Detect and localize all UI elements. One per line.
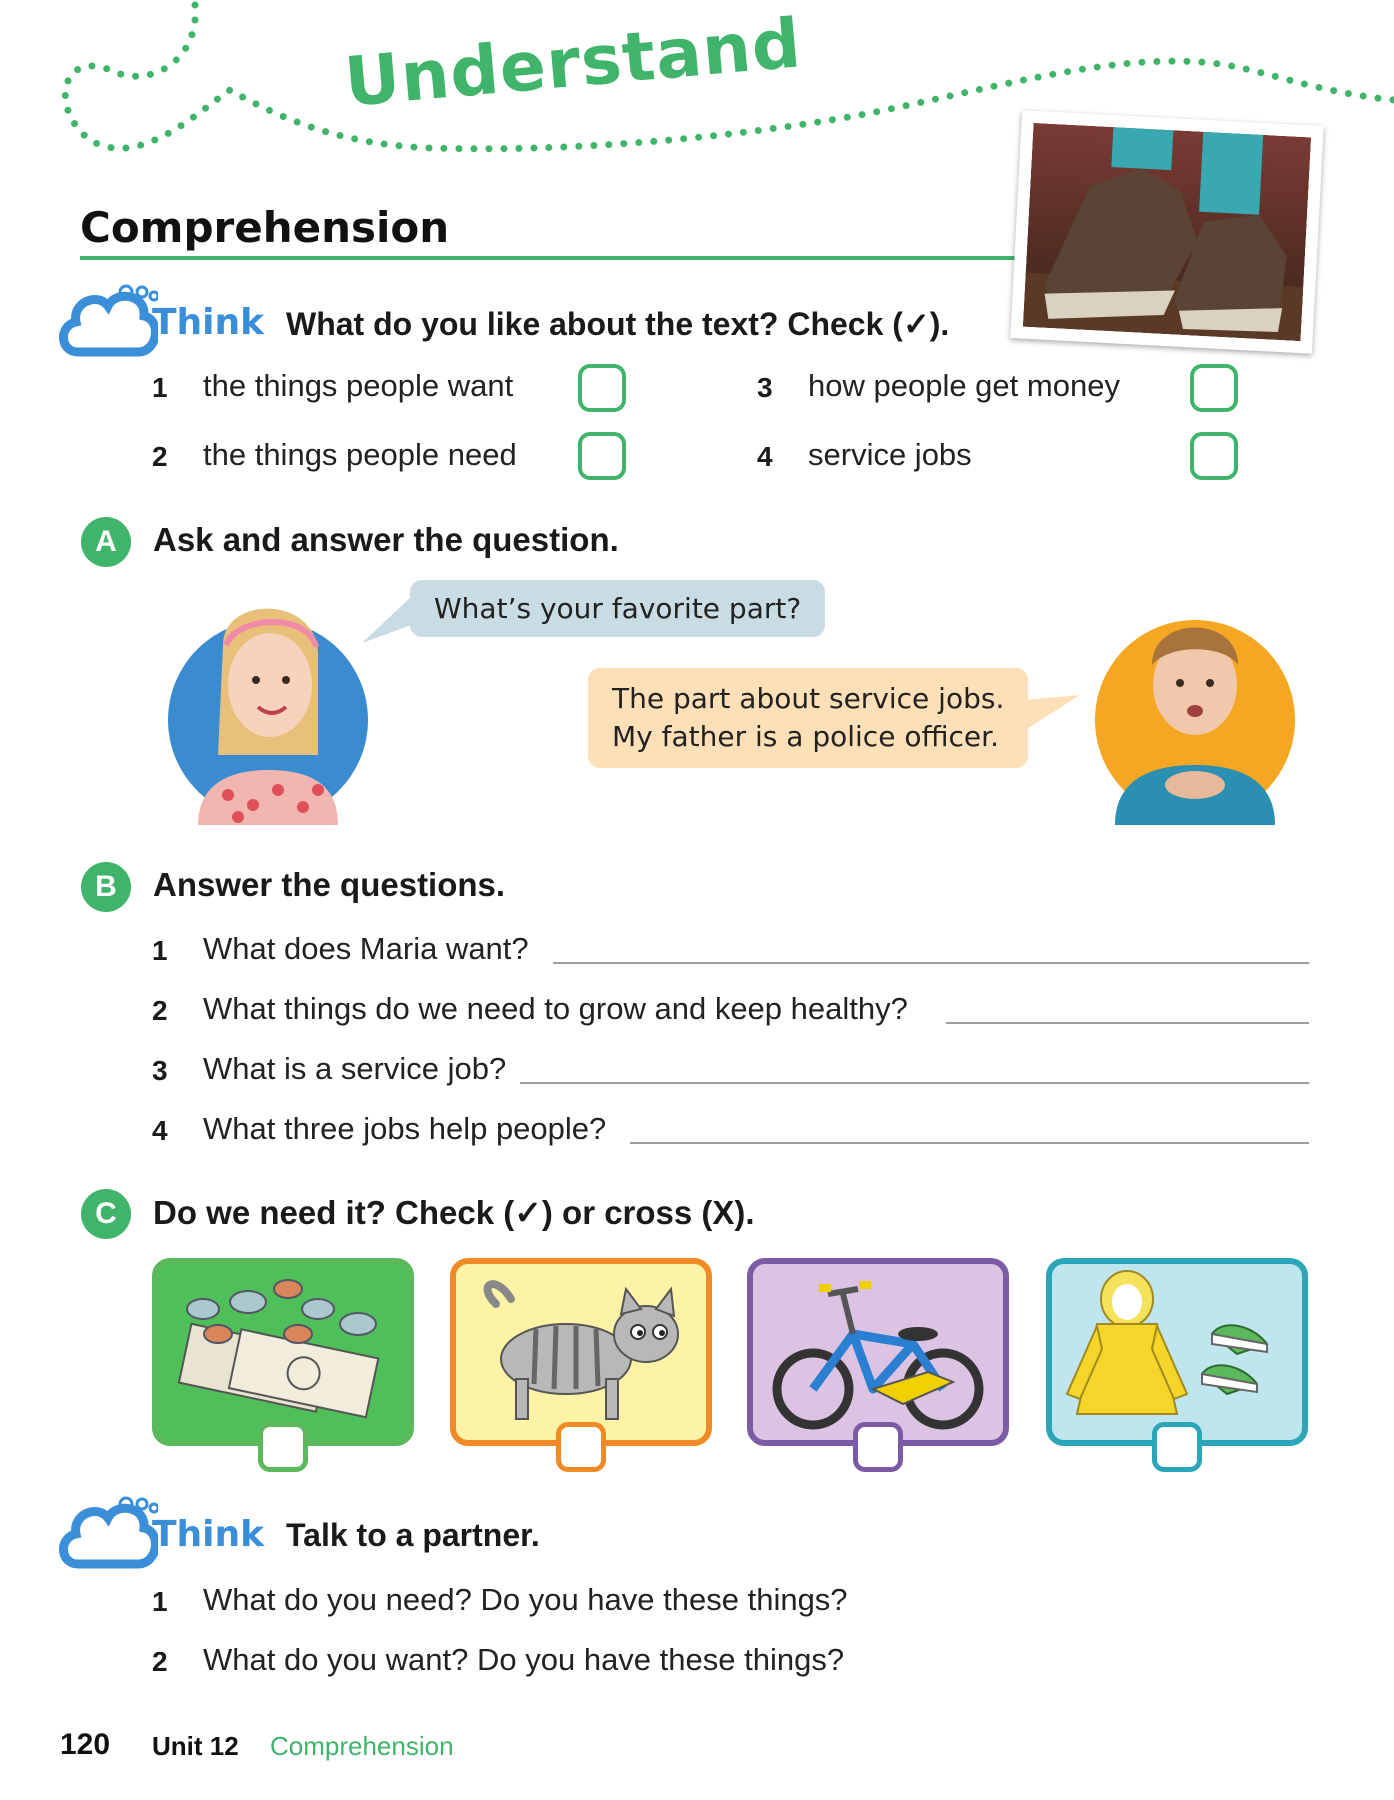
section-c-title: Do we need it? Check (✓) or cross (X). <box>153 1194 755 1231</box>
checkbox[interactable] <box>1190 364 1238 412</box>
check-box[interactable] <box>258 1422 308 1472</box>
speech-tail-icon <box>1025 690 1085 740</box>
money-picture-card <box>152 1258 414 1446</box>
think-prompt: What do you like about the text? Check (✓). <box>286 306 950 342</box>
think-prompt: Talk to a partner. <box>286 1517 540 1553</box>
checkbox[interactable] <box>578 432 626 480</box>
speech-bubble-answer <box>588 668 1028 768</box>
think-label: Think <box>152 1514 265 1555</box>
section-badge: A <box>81 517 131 567</box>
answer-line[interactable] <box>553 962 1309 964</box>
section-title: Comprehension <box>80 203 450 252</box>
girl-avatar <box>168 585 368 825</box>
question-text: What does Maria want? <box>203 931 529 966</box>
section-badge: B <box>81 862 131 912</box>
check-box[interactable] <box>853 1422 903 1472</box>
boy-avatar <box>1090 585 1300 825</box>
answer-line[interactable] <box>630 1142 1309 1144</box>
footer-section: Comprehension <box>270 1731 454 1761</box>
sneakers-photo <box>1010 110 1324 353</box>
item-number: 1 <box>152 372 168 403</box>
page-number: 120 <box>60 1728 111 1761</box>
item-number: 4 <box>757 441 773 472</box>
section-badge: C <box>81 1189 131 1239</box>
section-b-title: Answer the questions. <box>153 866 506 903</box>
bicycle-picture-card <box>747 1258 1009 1446</box>
checkbox[interactable] <box>1190 432 1238 480</box>
item-number: 1 <box>152 1586 168 1617</box>
check-item-text: the things people want <box>203 368 514 403</box>
item-number: 2 <box>152 1646 168 1677</box>
check-box[interactable] <box>556 1422 606 1472</box>
check-item-text: service jobs <box>808 437 972 472</box>
discussion-question: What do you need? Do you have these things? <box>203 1582 848 1617</box>
raincoat-picture-card <box>1046 1258 1308 1446</box>
cat-picture-card <box>450 1258 712 1446</box>
think-cloud-icon <box>58 1494 158 1574</box>
check-item-text: the things people need <box>203 437 517 472</box>
answer-line: My father is a police officer. <box>612 720 999 753</box>
answer-line[interactable] <box>520 1082 1309 1084</box>
item-number: 2 <box>152 995 168 1026</box>
item-number: 2 <box>152 441 168 472</box>
cat-icon <box>456 1264 706 1440</box>
question-text: What is a service job? <box>203 1051 507 1086</box>
check-item-text: how people get money <box>808 368 1120 403</box>
checkbox[interactable] <box>578 364 626 412</box>
section-a-title: Ask and answer the question. <box>153 521 619 558</box>
bicycle-icon <box>753 1264 1003 1440</box>
think-label: Think <box>152 302 265 343</box>
footer-unit: Unit 12 <box>152 1731 239 1761</box>
raincoat-icon <box>1052 1264 1302 1440</box>
question-text: What three jobs help people? <box>203 1111 607 1146</box>
item-number: 4 <box>152 1115 168 1146</box>
answer-line[interactable] <box>946 1022 1309 1024</box>
discussion-question: What do you want? Do you have these things? <box>203 1642 845 1677</box>
question-text: What things do we need to grow and keep healthy? <box>203 991 908 1026</box>
page-header-title: Understand <box>341 4 805 123</box>
think-cloud-icon <box>58 282 158 362</box>
item-number: 1 <box>152 935 168 966</box>
answer-line: The part about service jobs. <box>612 682 1005 715</box>
speech-bubble-question: What’s your favorite part? <box>410 580 825 637</box>
money-icon <box>158 1264 408 1440</box>
item-number: 3 <box>152 1055 168 1086</box>
check-box[interactable] <box>1152 1422 1202 1472</box>
item-number: 3 <box>757 372 773 403</box>
